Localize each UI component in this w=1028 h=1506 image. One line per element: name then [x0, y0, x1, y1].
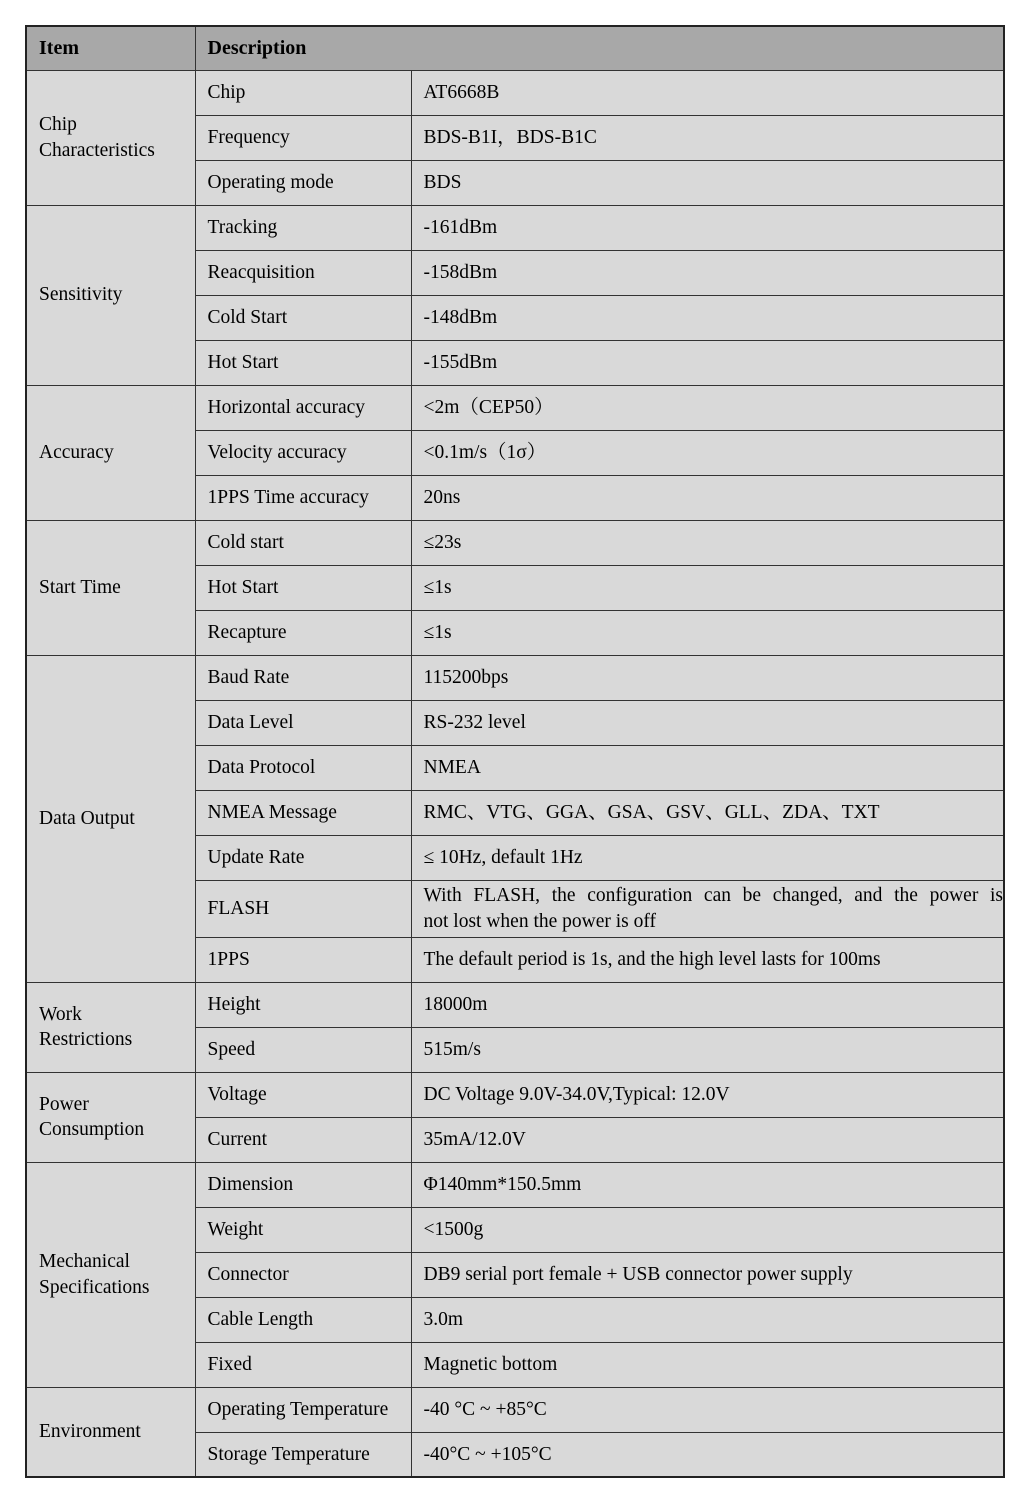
param-label: FLASH [195, 880, 411, 937]
table-row [26, 655, 1004, 700]
param-value: Φ140mm*150.5mm [411, 1162, 1004, 1207]
table-header [26, 26, 1004, 70]
param-value: -40 °C ~ +85°C [411, 1387, 1004, 1432]
param-value: ≤1s [411, 565, 1004, 610]
param-value: 115200bps [411, 655, 1004, 700]
group-label-chip-characteristics: Chip Characteristics [26, 70, 195, 205]
specification-table [25, 25, 1005, 1478]
param-value: 3.0m [411, 1297, 1004, 1342]
param-value: ≤23s [411, 520, 1004, 565]
param-value: 20ns [411, 475, 1004, 520]
param-value: 18000m [411, 982, 1004, 1027]
param-value: BDS-B1I，BDS-B1C [411, 115, 1004, 160]
group-label-mechanical-specifications: Mechanical Specifications [26, 1162, 195, 1387]
param-label: Baud Rate [195, 655, 411, 700]
param-value: NMEA [411, 745, 1004, 790]
param-value: The default period is 1s, and the high level lasts for 100ms [411, 937, 1004, 982]
param-value: DB9 serial port female + USB connector power supply [411, 1252, 1004, 1297]
param-label: Data Level [195, 700, 411, 745]
value-line-1: With FLASH, the configuration can be changed, and the power is [423, 885, 1004, 907]
table-row [26, 1072, 1004, 1117]
table-body [26, 70, 1004, 1477]
param-value [411, 880, 1004, 937]
param-label: Height [195, 982, 411, 1027]
param-label: Chip [195, 70, 411, 115]
param-label: Speed [195, 1027, 411, 1072]
param-label: Cable Length [195, 1297, 411, 1342]
param-value: <1500g [411, 1207, 1004, 1252]
param-label: Hot Start [195, 340, 411, 385]
group-label-work-restrictions: Work Restrictions [26, 982, 195, 1072]
table-row [26, 982, 1004, 1027]
group-label-data-output: Data Output [26, 655, 195, 982]
param-label: Update Rate [195, 835, 411, 880]
param-label: Voltage [195, 1072, 411, 1117]
param-label: Fixed [195, 1342, 411, 1387]
table-row [26, 1162, 1004, 1207]
header-description: Description [195, 26, 1004, 70]
param-label: Reacquisition [195, 250, 411, 295]
param-label: Tracking [195, 205, 411, 250]
header-row [26, 26, 1004, 70]
param-value: DC Voltage 9.0V-34.0V,Typical: 12.0V [411, 1072, 1004, 1117]
table-row [26, 1387, 1004, 1432]
param-value: -148dBm [411, 295, 1004, 340]
param-label: Operating Temperature [195, 1387, 411, 1432]
param-label: Recapture [195, 610, 411, 655]
header-item: Item [26, 26, 195, 70]
param-label: Horizontal accuracy [195, 385, 411, 430]
param-value: -158dBm [411, 250, 1004, 295]
param-label: Storage Temperature [195, 1432, 411, 1477]
param-label: Weight [195, 1207, 411, 1252]
param-label: Velocity accuracy [195, 430, 411, 475]
param-value: -40°C ~ +105°C [411, 1432, 1004, 1477]
param-value: -155dBm [411, 340, 1004, 385]
param-value: -161dBm [411, 205, 1004, 250]
param-label: Operating mode [195, 160, 411, 205]
param-value: RS-232 level [411, 700, 1004, 745]
param-value: BDS [411, 160, 1004, 205]
param-value: AT6668B [411, 70, 1004, 115]
group-label-start-time: Start Time [26, 520, 195, 655]
table-row [26, 205, 1004, 250]
param-value: <2m（CEP50） [411, 385, 1004, 430]
param-label: Cold Start [195, 295, 411, 340]
table-row [26, 520, 1004, 565]
param-value: 515m/s [411, 1027, 1004, 1072]
param-label: Hot Start [195, 565, 411, 610]
param-value: 35mA/12.0V [411, 1117, 1004, 1162]
group-label-sensitivity: Sensitivity [26, 205, 195, 385]
group-label-environment: Environment [26, 1387, 195, 1477]
param-value: ≤1s [411, 610, 1004, 655]
param-label: NMEA Message [195, 790, 411, 835]
table-row [26, 385, 1004, 430]
param-value: Magnetic bottom [411, 1342, 1004, 1387]
param-value: <0.1m/s（1σ） [411, 430, 1004, 475]
group-label-accuracy: Accuracy [26, 385, 195, 520]
value-line-2: not lost when the power is off [423, 910, 657, 932]
param-label: Dimension [195, 1162, 411, 1207]
param-label: Frequency [195, 115, 411, 160]
table-row [26, 70, 1004, 115]
group-label-power-consumption: Power Consumption [26, 1072, 195, 1162]
param-label: Cold start [195, 520, 411, 565]
param-label: 1PPS [195, 937, 411, 982]
param-label: Data Protocol [195, 745, 411, 790]
param-label: Current [195, 1117, 411, 1162]
param-value: ≤ 10Hz, default 1Hz [411, 835, 1004, 880]
param-label: Connector [195, 1252, 411, 1297]
param-label: 1PPS Time accuracy [195, 475, 411, 520]
param-value: RMC、VTG、GGA、GSA、GSV、GLL、ZDA、TXT [411, 790, 1004, 835]
